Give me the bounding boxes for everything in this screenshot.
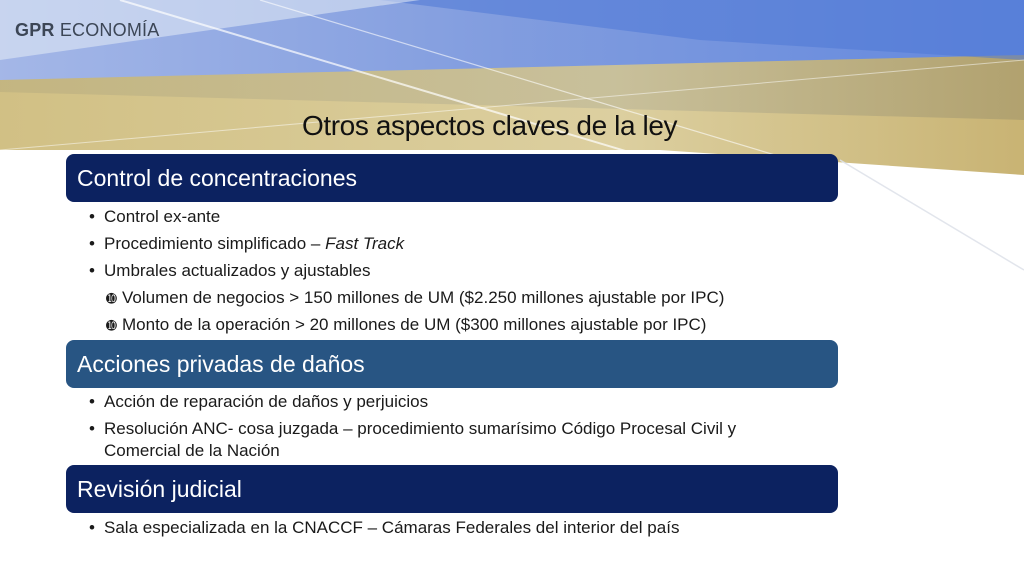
bullet-text: Procedimiento simplificado – xyxy=(104,234,326,253)
bullet-text: Acción de reparación de daños y perjuicios xyxy=(104,392,429,411)
slide-title-wrap xyxy=(0,110,982,142)
subbullet-text: Volumen de negocios > 150 millones de UM ($2.250 millones ajustable por IPC) xyxy=(122,288,725,307)
bullet-control-ex-ante xyxy=(89,206,220,227)
subbullet-monto xyxy=(106,314,706,336)
bullet-dot: • xyxy=(89,234,95,253)
bullet-umbrales xyxy=(89,260,370,281)
section-header-concentraciones: Control de concentraciones xyxy=(66,154,838,202)
bullet-italic-text: Fast Track xyxy=(325,234,405,253)
number-ten-icon: ➓ xyxy=(106,291,117,306)
bullet-procedimiento-simplificado xyxy=(89,233,404,254)
bullet-dot: • xyxy=(89,419,95,438)
bullet-text: Sala especializada en la CNACCF – Cámaras Federales del interior del país xyxy=(104,518,680,537)
brand-logo xyxy=(15,20,159,41)
bullet-dot: • xyxy=(89,261,95,280)
subbullet-text: Monto de la operación > 20 millones de UM ($300 millones ajustable por IPC) xyxy=(122,315,707,334)
slide-title: Otros aspectos claves de la ley xyxy=(302,110,678,141)
section-header-acciones-privadas: Acciones privadas de daños xyxy=(66,340,838,388)
subbullet-volumen xyxy=(106,287,724,309)
bullet-sala-especializada xyxy=(89,517,679,538)
number-ten-icon: ➓ xyxy=(106,318,117,333)
bullet-accion-reparacion xyxy=(89,391,428,412)
brand-rest: ECONOMÍA xyxy=(59,20,160,40)
bullet-dot: • xyxy=(89,392,95,411)
section-header-revision-judicial: Revisión judicial xyxy=(66,465,838,513)
bullet-resolucion-anc xyxy=(89,418,789,462)
bullet-text: Umbrales actualizados y ajustables xyxy=(104,261,371,280)
bullet-text: Resolución ANC- cosa juzgada – procedimiento sumarísimo Código Procesal Civil y Comercial de la Nación xyxy=(104,419,737,460)
brand-bold: GPR xyxy=(15,20,55,40)
bullet-text: Control ex-ante xyxy=(104,207,221,226)
bullet-dot: • xyxy=(89,518,95,537)
bullet-dot: • xyxy=(89,207,95,226)
